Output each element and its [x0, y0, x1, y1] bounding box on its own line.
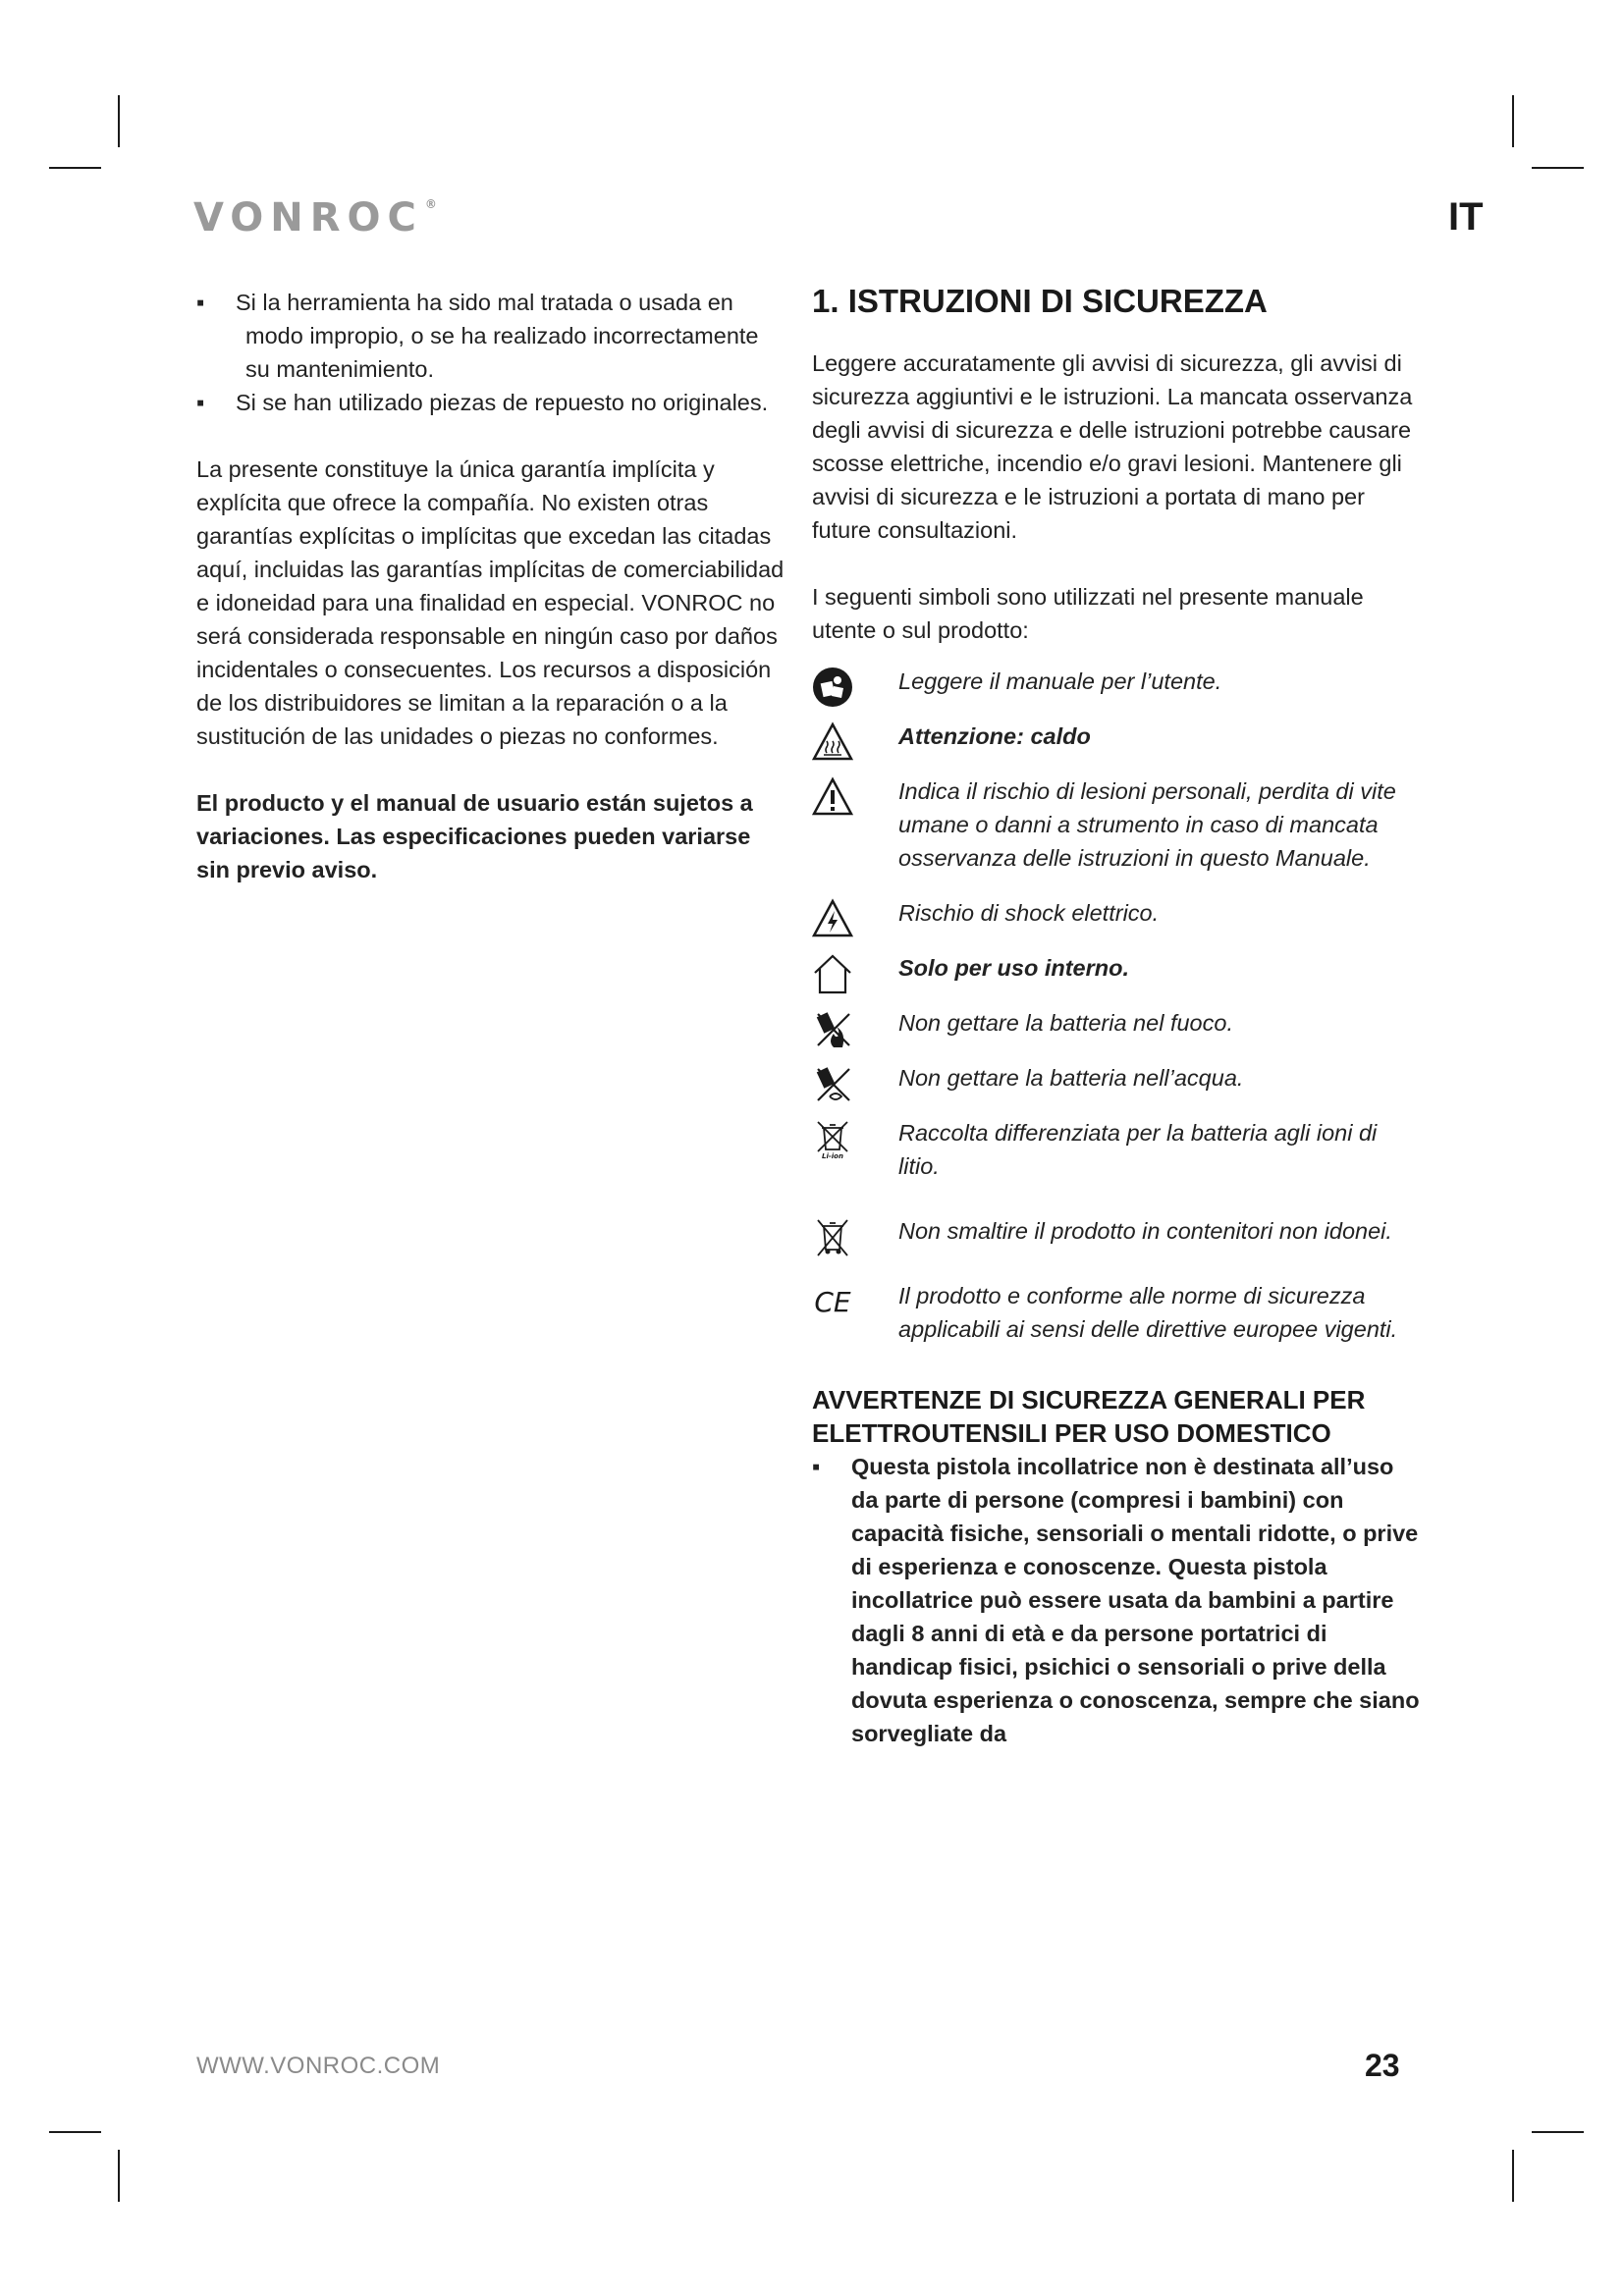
- brand-logo: VONROC ®: [193, 195, 437, 240]
- symbols-intro: I seguenti simboli sono utilizzati nel presente manuale utente o sul prodotto:: [812, 584, 1364, 643]
- symbol-row: Non gettare la batteria nel fuoco.: [812, 1006, 1421, 1040]
- crop-mark: [1532, 167, 1584, 169]
- crop-mark: [1512, 95, 1514, 147]
- weee-bin-icon: [812, 1216, 853, 1257]
- warning-icon: [812, 776, 853, 818]
- list-item: ▪ Questa pistola incollatrice non è destinata all’uso da parte di persone (compresi i bambini) con capacità fisiche, sensoriali o mentali ridotte, o prive di esperienza e conoscenze. Questa pistola incollatrice può essere usata da bambini a partire dagli 8 anni di età e da persone portatrici di handicap fisici, psichici o sensoriali o prive della dovuta esperienza o conoscenza, sempre che siano sorvegliate da: [812, 1454, 1420, 1746]
- warnings-heading: AVVERTENZE DI SICUREZZA GENERALI PER ELETTROUTENSILI PER USO DOMESTICO: [812, 1385, 1366, 1448]
- symbol-row: Non gettare la batteria nell’acqua.: [812, 1061, 1421, 1095]
- li-ion-recycle-icon: [812, 1118, 853, 1159]
- crop-mark: [118, 2150, 120, 2202]
- ce-mark-icon: [812, 1281, 853, 1322]
- symbol-row: CE Il prodotto e conforme alle norme di sicurezza applicabili ai sensi delle direttive europee vigenti.: [812, 1279, 1421, 1346]
- symbol-row: Non smaltire il prodotto in contenitori non idonei.: [812, 1214, 1421, 1248]
- disclaimer-note: El producto y el manual de usuario están sujetos a variaciones. Las especificaciones pueden variarse sin previo aviso.: [196, 790, 753, 882]
- crop-mark: [1532, 2131, 1584, 2133]
- left-column: [196, 286, 785, 886]
- intro-paragraph: Leggere accuratamente gli avvisi di sicurezza, gli avvisi di sicurezza aggiuntivi e le istruzioni. La mancata osservanza degli avvisi di sicurezza e delle istruzioni potrebbe causare scosse elettriche, incendio e/o gravi lesioni. Mantenere gli avvisi di sicurezza e le istruzioni a portata di mano per future consultazioni.: [812, 350, 1413, 543]
- no-fire-battery-icon: [812, 1008, 853, 1049]
- svg-text:Li-ion: Li-ion: [822, 1152, 843, 1159]
- section-title: 1. ISTRUZIONI DI SICUREZZA: [812, 283, 1268, 319]
- electric-shock-icon: [812, 898, 853, 939]
- crop-mark: [1512, 2150, 1514, 2202]
- symbol-row: Li-ion Raccolta differenziata per la batteria agli ioni di litio.: [812, 1116, 1421, 1183]
- no-water-battery-icon: [812, 1063, 853, 1104]
- page-number: 23: [1365, 2048, 1400, 2083]
- list-item: ▪ Si la herramienta ha sido mal tratada o usada en modo impropio, o se ha realizado incorrectamente su mantenimiento.: [196, 290, 759, 382]
- language-code: IT: [1448, 195, 1484, 239]
- right-column: [812, 282, 1421, 1750]
- website-url: WWW.VONROC.COM: [196, 2053, 441, 2079]
- hot-surface-icon: [812, 721, 853, 763]
- symbol-row: Attenzione: caldo: [812, 720, 1421, 753]
- symbol-row: Solo per uso interno.: [812, 951, 1421, 985]
- crop-mark: [49, 167, 101, 169]
- symbol-row: Indica il rischio di lesioni personali, perdita di vite umane o danni a strumento in caso di mancata osservanza delle istruzioni in questo Manuale.: [812, 774, 1421, 875]
- symbol-row: Rischio di shock elettrico.: [812, 896, 1421, 930]
- list-item: ▪ Si se han utilizado piezas de repuesto no originales.: [196, 390, 769, 415]
- warranty-paragraph: La presente constituye la única garantía implícita y explícita que ofrece la compañía. No existen otras garantías explícitas o implícitas que excedan las citadas aquí, incluidas las garantías implícitas de comerciabilidad e idoneidad para una finalidad en especial. VONROC no será considerada responsable en ningún caso por daños incidentales o consecuentes. Los recursos a disposición de los distribuidores se limitan a la reparación o a la sustitución de las unidades o piezas no conformes.: [196, 456, 785, 749]
- indoor-use-icon: [812, 953, 853, 994]
- svg-text:CE: CE: [814, 1286, 851, 1318]
- read-manual-icon: [812, 667, 853, 708]
- crop-mark: [49, 2131, 101, 2133]
- crop-mark: [118, 95, 120, 147]
- symbol-row: Leggere il manuale per l’utente.: [812, 665, 1421, 698]
